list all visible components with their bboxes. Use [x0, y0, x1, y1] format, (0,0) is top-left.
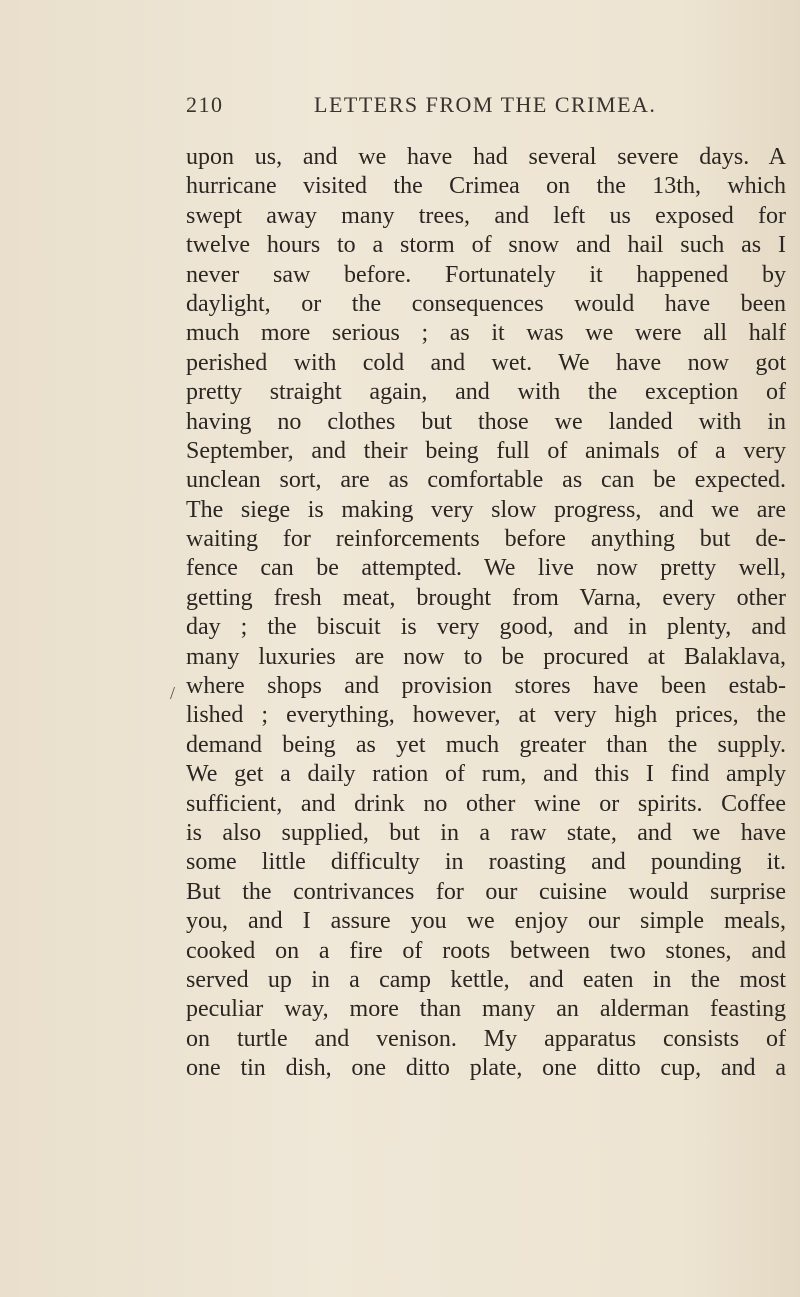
text-line: peculiar way, more than many an alderman feasting: [186, 996, 786, 1023]
text-line: fence can be attempted. We live now pretty well,: [186, 555, 786, 582]
page-number: 210: [186, 92, 224, 117]
text-line: daylight, or the consequences would have been: [186, 290, 786, 317]
text-line: having no clothes but those we landed with in: [186, 408, 786, 435]
text-line: sufficient, and drink no other wine or spirits. Coffee: [186, 790, 786, 817]
text-line: many luxuries are now to be procured at Balaklava,: [186, 643, 786, 670]
text-line: twelve hours to a storm of snow and hail such as I: [186, 232, 786, 259]
text-line: upon us, and we have had several severe days. A: [186, 144, 786, 170]
text-line: demand being as yet much greater than the supply.: [186, 731, 786, 758]
text-line: perished with cold and wet. We have now got: [186, 349, 786, 376]
running-title: LETTERS FROM THE CRIMEA.: [314, 92, 657, 117]
text-line: pretty straight again, and with the exception of: [186, 379, 786, 406]
text-line: waiting for reinforcements before anything but de-: [186, 526, 786, 553]
text-line: much more serious ; as it was we were all half: [186, 320, 786, 347]
text-line: where shops and provision stores have been estab-: [186, 673, 786, 700]
text-line: is also supplied, but in a raw state, and we have: [186, 819, 786, 846]
text-line: one tin dish, one ditto plate, one ditto cup, and a: [186, 1055, 786, 1082]
body-text: [186, 143, 796, 1084]
text-line: some little difficulty in roasting and pounding it.: [186, 849, 786, 876]
text-line: hurricane visited the Crimea on the 13th, which: [186, 173, 786, 200]
text-line: The siege is making very slow progress, and we are: [186, 496, 786, 523]
pencil-mark: /: [170, 683, 176, 703]
text-line: September, and their being full of animals of a very: [186, 437, 786, 464]
text-line: day ; the biscuit is very good, and in plenty, and: [186, 614, 786, 641]
text-line: on turtle and venison. My apparatus consists of: [186, 1025, 786, 1052]
text-line: unclean sort, are as comfortable as can be expected.: [186, 467, 786, 494]
text-line: But the contrivances for our cuisine would surprise: [186, 878, 786, 905]
text-line: cooked on a fire of roots between two stones, and: [186, 937, 786, 964]
text-line: getting fresh meat, brought from Varna, every other: [186, 584, 786, 611]
text-line: lished ; everything, however, at very high prices, the: [186, 702, 786, 729]
running-head: [186, 92, 786, 122]
text-line: served up in a camp kettle, and eaten in the most: [186, 966, 786, 993]
text-line: We get a daily ration of rum, and this I find amply: [186, 761, 786, 788]
text-line: you, and I assure you we enjoy our simple meals,: [186, 908, 786, 935]
text-line: swept away many trees, and left us exposed for: [186, 202, 786, 229]
text-line: never saw before. Fortunately it happened by: [186, 261, 786, 288]
